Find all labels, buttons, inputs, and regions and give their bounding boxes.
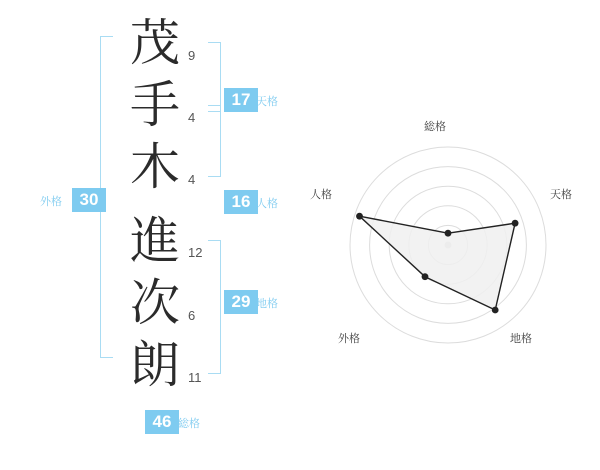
kanji-char-5: 次 bbox=[130, 274, 180, 332]
radar-chart bbox=[300, 0, 600, 470]
score-gaikaku-label: 外格 bbox=[40, 196, 62, 208]
axis-label-soukaku: 総格 bbox=[424, 121, 446, 133]
stroke-count-2: 4 bbox=[188, 110, 196, 125]
score-jinkaku-value: 16 bbox=[224, 190, 258, 214]
stroke-count-3: 4 bbox=[188, 172, 196, 187]
axis-label-gaikaku: 外格 bbox=[338, 333, 360, 345]
kanji-char-1: 茂 bbox=[130, 14, 180, 72]
stroke-count-5: 6 bbox=[188, 308, 196, 323]
kanji-char-4: 進 bbox=[130, 212, 180, 270]
axis-label-chikaku: 地格 bbox=[510, 333, 532, 345]
score-tenkaku-label: 天格 bbox=[256, 96, 278, 108]
kanji-char-3: 木 bbox=[130, 138, 180, 196]
bracket-chikaku bbox=[208, 240, 221, 374]
score-chikaku-label: 地格 bbox=[256, 298, 278, 310]
bracket-tenkaku bbox=[208, 42, 221, 112]
score-tenkaku-value: 17 bbox=[224, 88, 258, 112]
score-jinkaku-label: 人格 bbox=[256, 198, 278, 210]
stroke-count-1: 9 bbox=[188, 48, 196, 63]
bracket-jinkaku bbox=[208, 105, 221, 177]
score-soukaku-value: 46 bbox=[145, 410, 179, 434]
score-chikaku-value: 29 bbox=[224, 290, 258, 314]
score-soukaku-label: 総格 bbox=[178, 418, 200, 430]
stroke-count-6: 11 bbox=[188, 370, 202, 385]
axis-label-jinkaku: 人格 bbox=[310, 189, 332, 201]
axis-label-tenkaku: 天格 bbox=[550, 189, 572, 201]
radar-chart-svg bbox=[300, 0, 600, 470]
kanji-char-2: 手 bbox=[130, 76, 180, 134]
stroke-count-4: 12 bbox=[188, 245, 203, 260]
score-gaikaku-value: 30 bbox=[72, 188, 106, 212]
kanji-char-6: 朗 bbox=[130, 336, 180, 394]
